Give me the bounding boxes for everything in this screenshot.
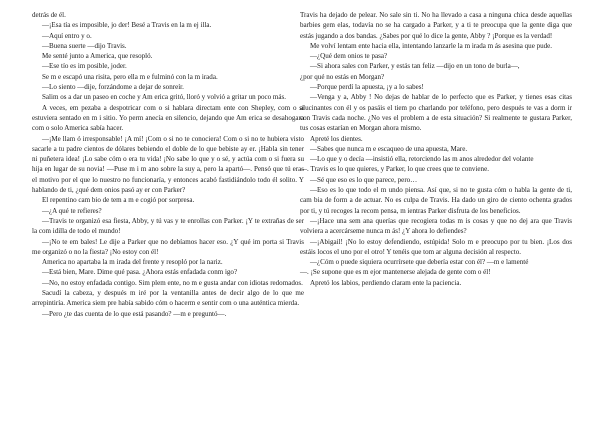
paragraph: —¡Me llam ó irresponsable! ¡A mí! ¡Com o si no te conociera! Com o si no te hubiera visto sacarle a tu padre cientos de dólares bebiendo el doble de lo que bebiste ay er. ¡Habla sin tener ni puñetera idea! ¡Lo sabe cóm o era tu vida! ¡No sabe lo que y o sé, y actúa com o si fuera su hija en lugar de su novia! —Puse m i m ano sobre la suy a, pero la apartó—. Pensó que tú eras el motivo por el que lo nuestro no funcionaría, y entonces acabó fastidiándolo todo él solito. Y hablando de ti, ¿qué dem onios pasó ay er con Parker? [32, 134, 304, 195]
paragraph: ¿por qué no estás en Morgan? [300, 72, 385, 81]
paragraph: —¿Cóm o puede siquiera ocurrírsete que debería estar con él? —m e lamenté [310, 258, 529, 267]
paragraph: —Eso es lo que todo el m undo piensa. Así que, si no te gusta cóm o habla la gente de ti, cam bia de form a de actuar. No es culpa de Travis. Ha dado un giro de ciento ochenta grados por ti, y tú recoges la recom pensa, m ientras Parker disfruta de los beneficios. [300, 186, 572, 215]
right-page [300, 10, 572, 288]
paragraph: —Lo que y o decía —insistió ella, retorciendo las m anos alrededor del volante [310, 155, 534, 164]
paragraph: —¡Abigail! ¡No lo estoy defendiendo, estúpida! Solo m e preocupo por tu bien. ¡Los dos estáis locos el uno por el otro! Y tenéis que tom ar alguna decisión al respecto. [300, 237, 572, 256]
paragraph: —Aquí entro y o. [42, 31, 92, 40]
paragraph: El repentino cam bio de tem a m e cogió por sorpresa. [42, 196, 195, 205]
paragraph: —Travis te organizó esa fiesta, Abby, y tú vas y te enrollas con Parker. ¡Y te extrañas de ser la com idilla de todo el mundo! [32, 216, 304, 236]
paragraph: Se m e escapó una risita, pero ella m e fulminó con la m irada. [42, 72, 218, 81]
paragraph: —Ese tío es im posible, joder. [42, 62, 127, 71]
paragraph: —Buena suerte —dijo Travis. [42, 41, 127, 50]
paragraph: detrás de él. [32, 11, 66, 19]
paragraph: —Si ahora sales con Parker, y estás tan feliz —dijo en un tono de burla—, [310, 62, 520, 71]
paragraph: —¿Qué dem onios te pasa? [310, 52, 388, 61]
paragraph: Me senté junto a America, que resopló. [42, 52, 153, 61]
paragraph: —. Travis es lo que quieres, y Parker, lo que crees que te conviene. [300, 165, 489, 174]
paragraph: —Sabes que nunca m e escaqueo de una apuesta, Mare. [310, 144, 468, 153]
paragraph: —Sé que eso es lo que parece, pero… [310, 175, 418, 184]
paragraph: —¡Hace una sem ana querías que recogiera todas m is cosas y que no dej ara que Travis volviera a acercárseme nunca m ás! ¿Y ahora lo defiendes? [300, 216, 572, 236]
paragraph: —Lo siento —dije, forzándome a dejar de sonreír. [42, 83, 184, 92]
paragraph: —¡Esa tía es imposible, jo der! Besé a Travis en la m ej illa. [42, 21, 212, 30]
paragraph: —¡No te em bales! Le dije a Parker que no debíamos hacer eso. ¿Y qué im porta si Travis me organizó o no la fiesta? ¡No estoy con él! [32, 237, 304, 256]
paragraph: —¿A qué te refieres? [42, 206, 102, 215]
paragraph: Salim os a dar un paseo en coche y Am erica gritó, lloró y volvió a gritar un poco más. [42, 93, 287, 102]
paragraph: America no apartaba la m irada del frente y resopló por la nariz. [42, 258, 223, 267]
paragraph: —Porque perdí la apuesta, ¡y a lo sabes! [310, 83, 424, 92]
paragraph: Travis ha dejado de pelear. No sale sin ti. No ha llevado a casa a ninguna chica desde aquellas barbies gem elas, todavía no se ha cargado a Parker, y a ti te preocupa que la gente diga que estás jugando a dos bandas. ¿Sabes por qué lo dice la gente, Abby ? ¡Porque es la verdad! [300, 11, 572, 40]
paragraph: —No, no estoy enfadada contigo. Sim plem ente, no m e gusta andar con idiotas redomados. [42, 278, 303, 287]
paragraph: Me volví lentam ente hacia ella, intentando lanzarle la m irada m ás asesina que pude. [310, 41, 553, 50]
paragraph: A veces, em pezaba a despotricar com o si hablara directam ente con Shepley, com o si estuviera sentado en m i sitio. Yo perm anecía en silencio, dejando que Am erica se desahogara com o solo America sabía hacer. [32, 103, 304, 133]
paragraph: —Pero ¿te das cuenta de lo que está pasando? —m e preguntó—. [42, 309, 227, 318]
paragraph: Sacudí la cabeza, y después m iré por la ventanilla antes de decir algo de lo que me arrepintiría. America siem pre había sabido cóm o hacerm e sentir com o una auténtica mierda. [32, 289, 304, 308]
paragraph: —Venga y a, Abby ! No dejas de hablar de lo perfecto que es Parker, y tienes esas citas alucinantes con él y os pasáis el tiem po charlando por teléfono, pero después te vas a dorm ir con Travis cada noche. ¿No ves el problem a de esta situación? Si realmente te gustara Parker, tus cosas estarían en Morgan ahora mismo. [300, 93, 572, 133]
left-page [32, 10, 304, 319]
paragraph: —Está bien, Mare. Dime qué pasa. ¿Ahora estás enfadada conm igo? [42, 268, 238, 277]
paragraph: Apreté los dientes. [310, 134, 363, 143]
paragraph: —. ¡Se supone que es m ejor mantenerse alejada de gente com o él! [300, 268, 491, 277]
paragraph: Apretó los labios, perdiendo claram ente la paciencia. [310, 278, 462, 287]
